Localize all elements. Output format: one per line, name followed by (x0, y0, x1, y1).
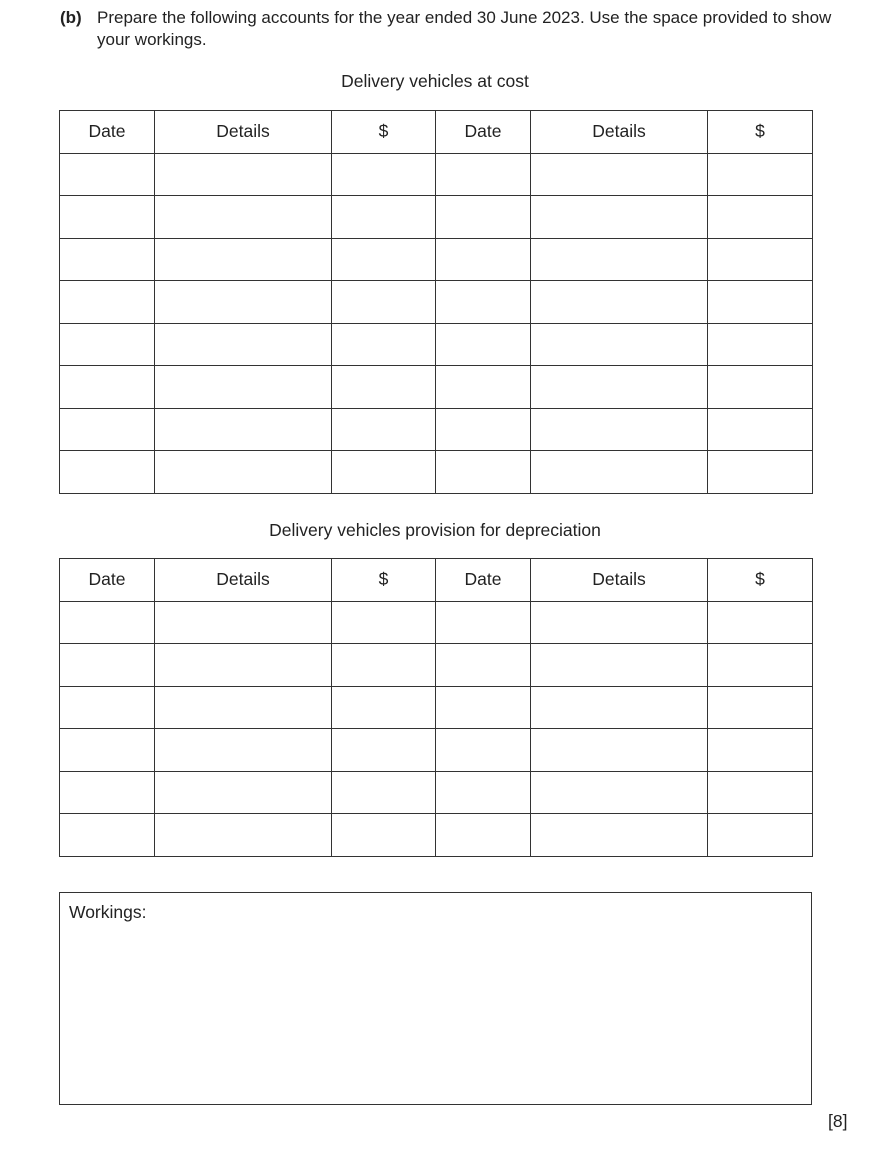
credit-details-cell[interactable] (531, 408, 708, 451)
credit-details-header: Details (531, 111, 708, 154)
question-label: (b) (60, 8, 82, 27)
debit-date-cell[interactable] (60, 153, 155, 196)
debit-details-cell[interactable] (155, 686, 332, 729)
debit-amount-cell[interactable] (332, 601, 436, 644)
credit-details-cell[interactable] (531, 323, 708, 366)
marks-allocation: [8] (828, 1111, 848, 1131)
credit-details-header: Details (531, 559, 708, 602)
ledger-vehicles-at-cost (59, 110, 813, 494)
credit-amount-cell[interactable] (708, 601, 813, 644)
debit-details-cell[interactable] (155, 601, 332, 644)
account-title-provision-for-depreciation: Delivery vehicles provision for depreciation (269, 520, 601, 540)
debit-amount-cell[interactable] (332, 323, 436, 366)
debit-date-cell[interactable] (60, 814, 155, 857)
debit-details-cell[interactable] (155, 238, 332, 281)
workings-box[interactable] (59, 892, 812, 1105)
credit-date-cell[interactable] (436, 771, 531, 814)
debit-date-cell[interactable] (60, 323, 155, 366)
credit-details-cell[interactable] (531, 451, 708, 494)
debit-details-cell[interactable] (155, 771, 332, 814)
debit-date-header: Date (60, 111, 155, 154)
credit-details-cell[interactable] (531, 729, 708, 772)
debit-amount-cell[interactable] (332, 451, 436, 494)
credit-amount-cell[interactable] (708, 153, 813, 196)
credit-date-header: Date (436, 111, 531, 154)
debit-details-cell[interactable] (155, 408, 332, 451)
table-row (60, 238, 813, 281)
debit-date-cell[interactable] (60, 644, 155, 687)
credit-date-cell[interactable] (436, 238, 531, 281)
credit-details-cell[interactable] (531, 238, 708, 281)
credit-date-cell[interactable] (436, 686, 531, 729)
credit-amount-cell[interactable] (708, 814, 813, 857)
debit-amount-header: $ (332, 559, 436, 602)
table-row (60, 729, 813, 772)
credit-amount-cell[interactable] (708, 238, 813, 281)
credit-details-cell[interactable] (531, 601, 708, 644)
debit-amount-cell[interactable] (332, 153, 436, 196)
debit-details-cell[interactable] (155, 196, 332, 239)
debit-details-cell[interactable] (155, 814, 332, 857)
debit-date-cell[interactable] (60, 686, 155, 729)
credit-date-cell[interactable] (436, 281, 531, 324)
question-text: Prepare the following accounts for the year ended 30 June 2023. Use the space provided to show your workings. (97, 8, 832, 49)
table-row (60, 686, 813, 729)
debit-date-cell[interactable] (60, 451, 155, 494)
credit-details-cell[interactable] (531, 366, 708, 409)
table-row (60, 281, 813, 324)
debit-amount-cell[interactable] (332, 366, 436, 409)
debit-amount-cell[interactable] (332, 281, 436, 324)
debit-details-cell[interactable] (155, 323, 332, 366)
debit-details-cell[interactable] (155, 451, 332, 494)
credit-amount-cell[interactable] (708, 366, 813, 409)
credit-details-cell[interactable] (531, 196, 708, 239)
debit-date-cell[interactable] (60, 408, 155, 451)
credit-details-cell[interactable] (531, 644, 708, 687)
credit-date-cell[interactable] (436, 644, 531, 687)
credit-amount-cell[interactable] (708, 281, 813, 324)
table-row (60, 408, 813, 451)
debit-amount-cell[interactable] (332, 196, 436, 239)
credit-amount-cell[interactable] (708, 451, 813, 494)
debit-amount-cell[interactable] (332, 644, 436, 687)
workings-label: Workings: (69, 902, 147, 922)
debit-date-cell[interactable] (60, 281, 155, 324)
table-row (60, 771, 813, 814)
header-row (60, 559, 813, 602)
debit-amount-cell[interactable] (332, 771, 436, 814)
debit-details-cell[interactable] (155, 281, 332, 324)
credit-amount-header: $ (708, 559, 813, 602)
credit-date-cell[interactable] (436, 366, 531, 409)
credit-date-cell[interactable] (436, 153, 531, 196)
credit-amount-cell[interactable] (708, 196, 813, 239)
credit-date-cell[interactable] (436, 601, 531, 644)
credit-date-cell[interactable] (436, 408, 531, 451)
credit-date-header: Date (436, 559, 531, 602)
table-row (60, 366, 813, 409)
debit-date-cell[interactable] (60, 601, 155, 644)
credit-amount-cell[interactable] (708, 323, 813, 366)
credit-amount-cell[interactable] (708, 644, 813, 687)
debit-date-cell[interactable] (60, 729, 155, 772)
debit-amount-cell[interactable] (332, 686, 436, 729)
debit-date-header: Date (60, 559, 155, 602)
header-row (60, 111, 813, 154)
credit-date-cell[interactable] (436, 814, 531, 857)
credit-amount-cell[interactable] (708, 771, 813, 814)
debit-date-cell[interactable] (60, 771, 155, 814)
debit-amount-cell[interactable] (332, 408, 436, 451)
debit-amount-cell[interactable] (332, 729, 436, 772)
debit-date-cell[interactable] (60, 366, 155, 409)
credit-date-cell[interactable] (436, 323, 531, 366)
debit-details-cell[interactable] (155, 644, 332, 687)
debit-details-cell[interactable] (155, 153, 332, 196)
table-row (60, 323, 813, 366)
account-title-vehicles-at-cost: Delivery vehicles at cost (341, 71, 529, 91)
credit-details-cell[interactable] (531, 153, 708, 196)
table-row (60, 601, 813, 644)
debit-details-header: Details (155, 111, 332, 154)
credit-amount-cell[interactable] (708, 686, 813, 729)
debit-details-header: Details (155, 559, 332, 602)
debit-amount-cell[interactable] (332, 238, 436, 281)
debit-date-cell[interactable] (60, 238, 155, 281)
debit-details-cell[interactable] (155, 366, 332, 409)
credit-details-cell[interactable] (531, 686, 708, 729)
credit-details-cell[interactable] (531, 771, 708, 814)
debit-amount-header: $ (332, 111, 436, 154)
credit-amount-cell[interactable] (708, 729, 813, 772)
debit-date-cell[interactable] (60, 196, 155, 239)
table-row (60, 814, 813, 857)
debit-details-cell[interactable] (155, 729, 332, 772)
credit-amount-cell[interactable] (708, 408, 813, 451)
credit-amount-header: $ (708, 111, 813, 154)
table-row (60, 644, 813, 687)
table-row (60, 196, 813, 239)
debit-amount-cell[interactable] (332, 814, 436, 857)
credit-details-cell[interactable] (531, 814, 708, 857)
credit-date-cell[interactable] (436, 196, 531, 239)
credit-date-cell[interactable] (436, 451, 531, 494)
credit-details-cell[interactable] (531, 281, 708, 324)
ledger-provision-for-depreciation (59, 558, 813, 857)
credit-date-cell[interactable] (436, 729, 531, 772)
table-row (60, 451, 813, 494)
table-row (60, 153, 813, 196)
